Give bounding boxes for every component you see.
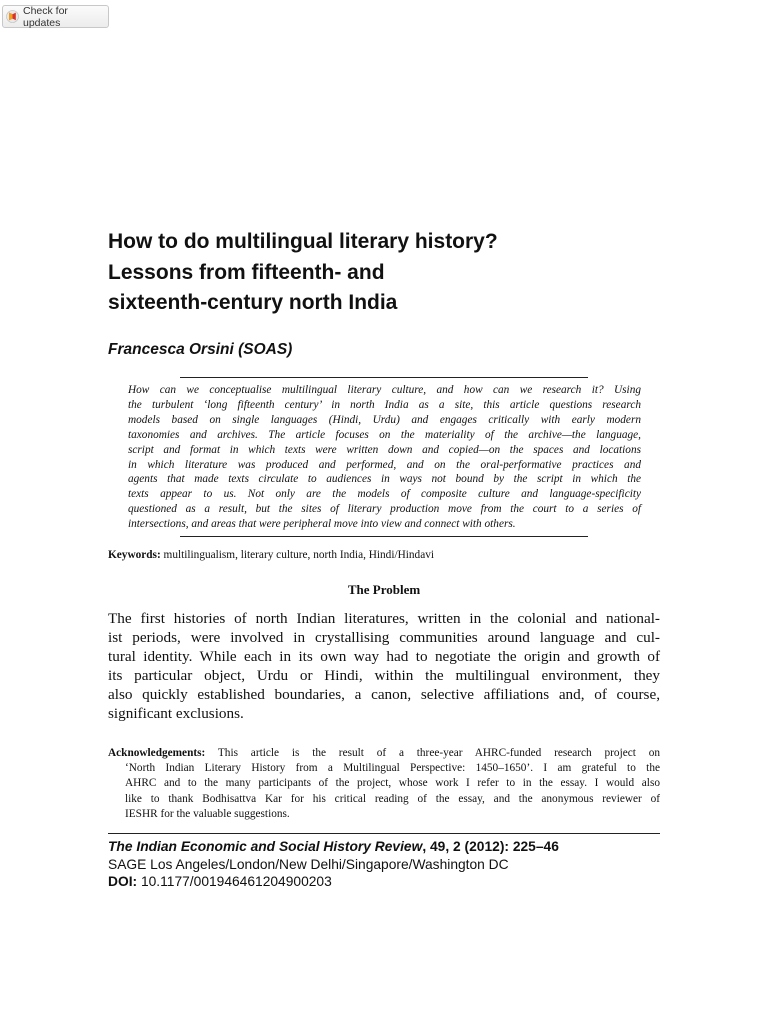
- abstract-line: script and format in which texts were written down and copied—on the spaces and locations: [128, 443, 641, 456]
- ack-first-line: [108, 746, 660, 761]
- abstract: [128, 383, 641, 532]
- abstract-top-rule: [180, 377, 588, 378]
- ack-first-text: This article is the result of a three-year AHRC-funded research project on: [217, 747, 660, 759]
- section-heading: The Problem: [347, 582, 421, 597]
- crossmark-icon: [6, 10, 19, 23]
- citation-line: [108, 838, 660, 856]
- body-paragraph: [108, 609, 660, 724]
- doi-value: 10.1177/001946461204900203: [137, 874, 332, 889]
- keywords-label: Keywords:: [108, 549, 161, 561]
- doi-line: [108, 873, 660, 891]
- abstract-line: models based on single languages (Hindi, Urdu) and engages critically with early modern: [128, 413, 641, 426]
- keywords-text: multilingualism, literary culture, north India, Hindi/Hindavi: [163, 549, 434, 561]
- body-line: The first histories of north Indian literatures, written in the colonial and national-: [108, 610, 660, 627]
- doi-label: DOI:: [108, 874, 138, 889]
- title-line: How to do multilingual literary history?: [108, 230, 498, 253]
- journal-issue: , 49, 2 (2012): 225–46: [422, 839, 559, 854]
- abstract-line: the turbulent ‘long fifteenth century’ in north India as a site, this article questions research: [128, 398, 641, 411]
- abstract-line: agents that made texts circulate to audiences in ways not bound by the script in which the: [128, 473, 641, 486]
- body-line: ist periods, were involved in crystallising communities around language and cul-: [108, 629, 660, 647]
- journal-name: The Indian Economic and Social History Review: [108, 839, 423, 854]
- body-line: its particular object, Urdu or Hindi, within the multilingual environment, they: [108, 667, 660, 685]
- check-for-updates-button[interactable]: [2, 5, 109, 28]
- acknowledgements: [108, 746, 660, 822]
- abstract-line: texts appear to us. Not only are the models of composite culture and language-specificity: [128, 488, 641, 501]
- ack-label: Acknowledgements:: [108, 747, 206, 759]
- abstract-line: intersections, and areas that were peripheral move into view and connect with others.: [128, 518, 516, 531]
- body-line: also quickly established boundaries, a canon, selective affiliations and, of course,: [108, 686, 660, 704]
- author-name: Francesca Orsini (SOAS): [108, 341, 293, 358]
- publisher-line: SAGE Los Angeles/London/New Delhi/Singapore/Washington DC: [108, 856, 509, 872]
- ack-line: like to thank Bodhisattva Kar for his critical reading of the essay, and the anonymous reviewer of: [125, 792, 660, 805]
- title-line: Lessons from fifteenth- and: [108, 260, 385, 284]
- abstract-line: questioned as a result, but the sites of literary production move from the court to a series of: [128, 503, 641, 516]
- ack-line: IESHR for the valuable suggestions.: [125, 807, 290, 820]
- check-for-updates-label: Check for updates: [23, 4, 68, 29]
- article-title: [108, 227, 668, 319]
- abstract-line: taxonomies and archives. The article focuses on the materiality of the archive—the language,: [128, 428, 641, 441]
- ack-line: ‘North Indian Literary History from a Multilingual Perspective: 1450–1650’. I am grateful to the: [125, 762, 660, 775]
- abstract-line: How can we conceptualise multilingual literary culture, and how can we research it? Using: [128, 384, 641, 396]
- body-line: tural identity. While each in its own way had to negotiate the origin and growth of: [108, 648, 660, 666]
- body-line: significant exclusions.: [108, 705, 244, 723]
- abstract-line: in which literature was produced and performed, and on the oral-performative practices and: [128, 458, 641, 471]
- keywords: [108, 549, 434, 561]
- abstract-bottom-rule: [180, 536, 588, 537]
- citation-footer: [108, 838, 660, 891]
- title-line: sixteenth-century north India: [108, 291, 398, 314]
- ack-line: AHRC and to the many participants of the project, whose work I refer to in the essay. I would also: [125, 777, 660, 790]
- footer-rule: [108, 833, 660, 834]
